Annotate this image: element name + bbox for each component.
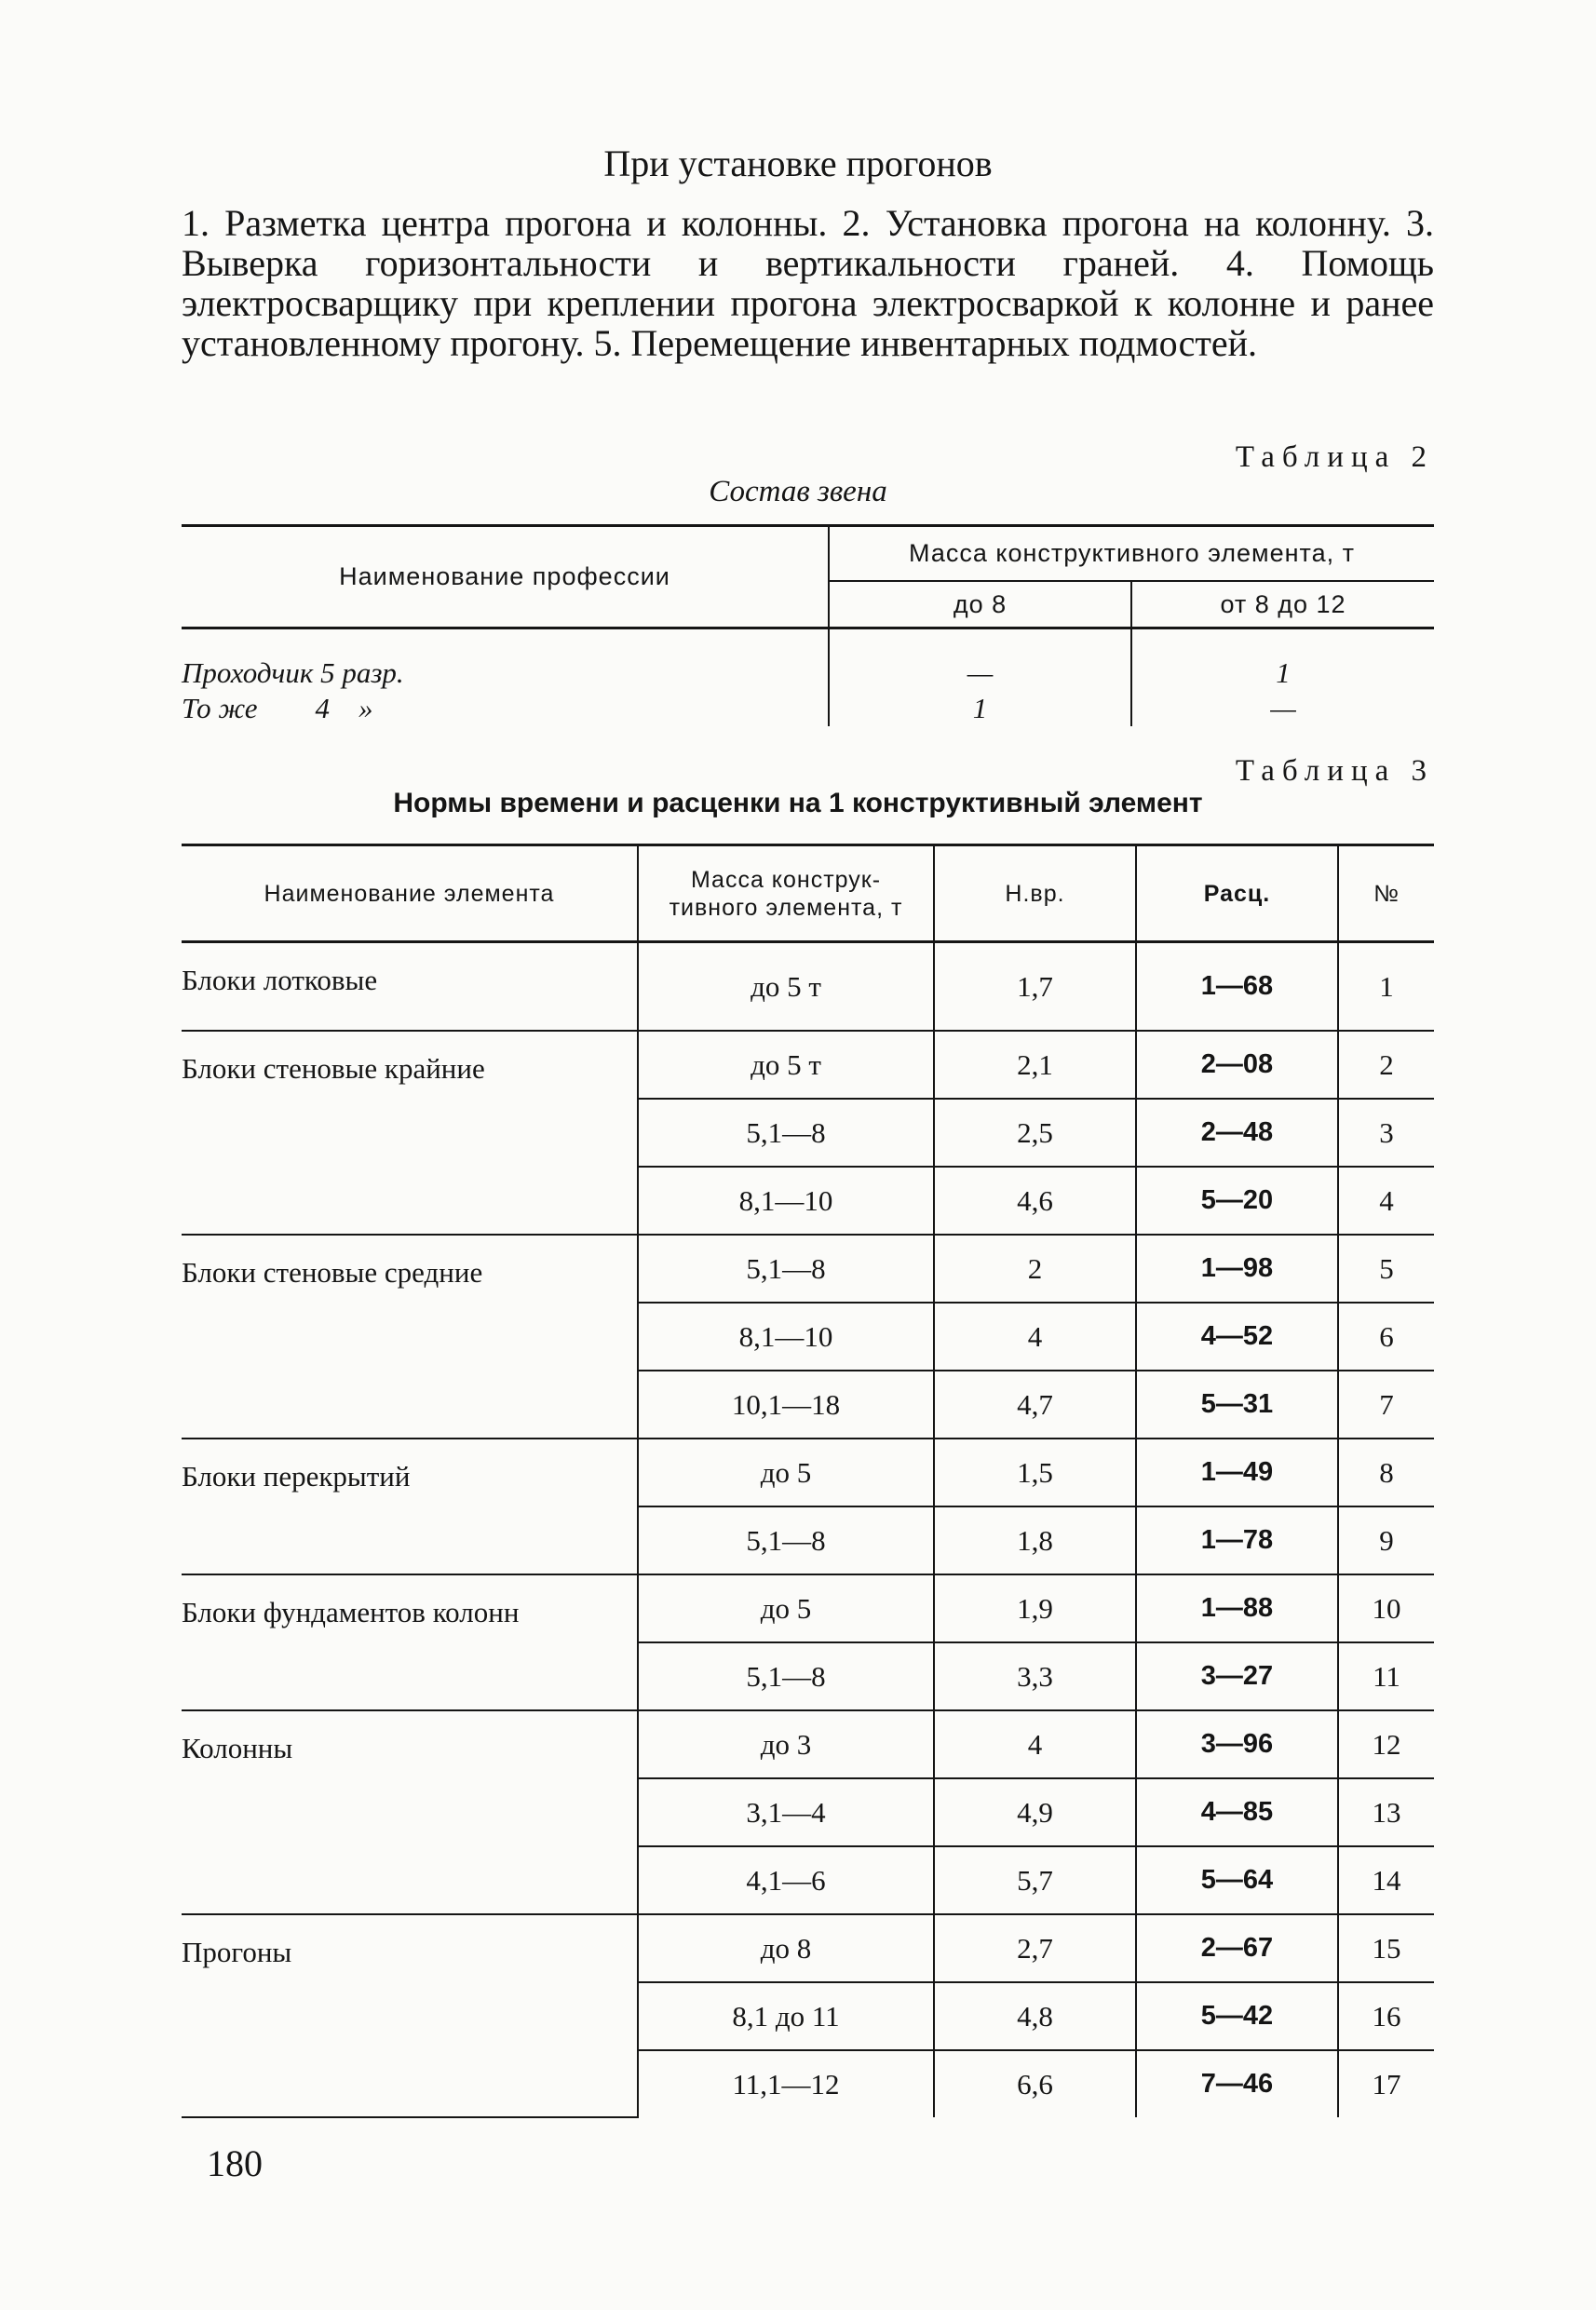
number-cell: 3 bbox=[1338, 1099, 1434, 1167]
norm-cell: 6,6 bbox=[934, 2050, 1136, 2117]
rate-cell: 1—68 bbox=[1136, 942, 1338, 1032]
rate-header: Расц. bbox=[1136, 845, 1338, 942]
profession-cell: То же 4 » bbox=[182, 692, 373, 724]
profession-cell: Проходчик 5 разр. bbox=[182, 656, 404, 689]
mass-cell: 5,1—8 bbox=[638, 1506, 934, 1574]
number-cell: 1 bbox=[1338, 942, 1434, 1032]
norm-cell: 3,3 bbox=[934, 1642, 1136, 1710]
mass-cell: 8,1—10 bbox=[638, 1303, 934, 1371]
profession-header: Наименование профессии bbox=[182, 526, 829, 628]
norm-cell: 1,7 bbox=[934, 942, 1136, 1032]
crew-cell: — bbox=[1131, 691, 1434, 726]
table-row bbox=[182, 942, 1434, 1032]
element-name-cell: Прогоны bbox=[182, 1914, 638, 2117]
rate-cell: 1—88 bbox=[1136, 1574, 1338, 1642]
rate-cell: 5—64 bbox=[1136, 1846, 1338, 1914]
table-row bbox=[182, 1710, 1434, 1778]
table-row bbox=[182, 1031, 1434, 1099]
table-row bbox=[182, 1574, 1434, 1642]
element-name-cell: Блоки перекрытий bbox=[182, 1439, 638, 1574]
mass-cell: до 3 bbox=[638, 1710, 934, 1778]
table3-label: Таблица 3 bbox=[1235, 754, 1434, 788]
rate-cell: 5—42 bbox=[1136, 1982, 1338, 2050]
element-name-header: Наименование элемента bbox=[182, 845, 638, 942]
table-row bbox=[182, 1235, 1434, 1303]
table-row bbox=[182, 1439, 1434, 1506]
table3-caption: Нормы времени и расценки на 1 конструктивный элемент bbox=[393, 788, 1203, 818]
table-row bbox=[182, 691, 1434, 726]
element-name-cell: Блоки стеновые средние bbox=[182, 1235, 638, 1439]
norm-cell: 2 bbox=[934, 1235, 1136, 1303]
norm-header: Н.вр. bbox=[934, 845, 1136, 942]
mass-cell: до 5 bbox=[638, 1439, 934, 1506]
mass-cell: 11,1—12 bbox=[638, 2050, 934, 2117]
crew-table bbox=[182, 524, 1434, 726]
norm-cell: 2,5 bbox=[934, 1099, 1136, 1167]
crew-cell: 1 bbox=[1131, 655, 1434, 691]
norm-cell: 1,9 bbox=[934, 1574, 1136, 1642]
mass-header-line2: тивного элемента, т bbox=[669, 894, 903, 921]
mass-cell: до 5 т bbox=[638, 1031, 934, 1099]
rate-cell: 4—52 bbox=[1136, 1303, 1338, 1371]
rate-cell: 1—49 bbox=[1136, 1439, 1338, 1506]
rate-cell: 2—08 bbox=[1136, 1031, 1338, 1099]
number-cell: 11 bbox=[1338, 1642, 1434, 1710]
number-cell: 5 bbox=[1338, 1235, 1434, 1303]
table2-label: Таблица 2 bbox=[1235, 440, 1434, 474]
number-cell: 2 bbox=[1338, 1031, 1434, 1099]
element-name-cell: Колонны bbox=[182, 1710, 638, 1914]
rate-cell: 7—46 bbox=[1136, 2050, 1338, 2117]
mass-cell: до 5 т bbox=[638, 942, 934, 1032]
rate-cell: 1—98 bbox=[1136, 1235, 1338, 1303]
rate-cell: 1—78 bbox=[1136, 1506, 1338, 1574]
norm-cell: 4 bbox=[934, 1303, 1136, 1371]
number-header: № bbox=[1338, 845, 1434, 942]
mass-cell: 3,1—4 bbox=[638, 1778, 934, 1846]
norm-cell: 4,7 bbox=[934, 1371, 1136, 1439]
mass-cell: 8,1—10 bbox=[638, 1167, 934, 1235]
mass-header bbox=[638, 845, 934, 942]
number-cell: 17 bbox=[1338, 2050, 1434, 2117]
rate-cell: 2—48 bbox=[1136, 1099, 1338, 1167]
norm-cell: 2,1 bbox=[934, 1031, 1136, 1099]
number-cell: 12 bbox=[1338, 1710, 1434, 1778]
element-name-cell: Блоки лотковые bbox=[182, 942, 638, 1032]
number-cell: 6 bbox=[1338, 1303, 1434, 1371]
norm-cell: 5,7 bbox=[934, 1846, 1136, 1914]
norm-cell: 4,9 bbox=[934, 1778, 1136, 1846]
number-cell: 15 bbox=[1338, 1914, 1434, 1982]
mass-cell: 8,1 до 11 bbox=[638, 1982, 934, 2050]
crew-cell: 1 bbox=[829, 691, 1131, 726]
number-cell: 8 bbox=[1338, 1439, 1434, 1506]
number-cell: 4 bbox=[1338, 1167, 1434, 1235]
crew-cell: — bbox=[829, 655, 1131, 691]
section-heading: При установке прогонов bbox=[603, 142, 993, 184]
number-cell: 13 bbox=[1338, 1778, 1434, 1846]
norm-cell: 1,8 bbox=[934, 1506, 1136, 1574]
number-cell: 16 bbox=[1338, 1982, 1434, 2050]
mass-col-a-header: до 8 bbox=[829, 581, 1131, 628]
mass-cell: 10,1—18 bbox=[638, 1371, 934, 1439]
mass-header-line1: Масса конструк- bbox=[690, 866, 882, 893]
mass-cell: 5,1—8 bbox=[638, 1099, 934, 1167]
mass-cell: 4,1—6 bbox=[638, 1846, 934, 1914]
norm-cell: 4 bbox=[934, 1710, 1136, 1778]
table-row bbox=[182, 655, 1434, 691]
mass-cell: до 5 bbox=[638, 1574, 934, 1642]
element-name-cell: Блоки стеновые крайние bbox=[182, 1031, 638, 1235]
rate-cell: 5—20 bbox=[1136, 1167, 1338, 1235]
table-row bbox=[182, 1914, 1434, 1982]
mass-cell: до 8 bbox=[638, 1914, 934, 1982]
element-name-cell: Блоки фундаментов колонн bbox=[182, 1574, 638, 1710]
table2-caption: Состав звена bbox=[709, 475, 887, 508]
norm-cell: 4,6 bbox=[934, 1167, 1136, 1235]
rate-cell: 3—96 bbox=[1136, 1710, 1338, 1778]
intro-paragraph: 1. Разметка центра прогона и колонны. 2. Установка прогона на колонну. 3. Выверка горизонтальности и вертикальности граней. 4. Помощь электросварщику при креплении прогона электросваркой к колонне и ранее установленному прогону. 5. Перемещение инвентарных подмостей. bbox=[182, 202, 1434, 364]
page-number: 180 bbox=[207, 2142, 263, 2184]
mass-cell: 5,1—8 bbox=[638, 1642, 934, 1710]
number-cell: 14 bbox=[1338, 1846, 1434, 1914]
norm-cell: 2,7 bbox=[934, 1914, 1136, 1982]
rate-cell: 5—31 bbox=[1136, 1371, 1338, 1439]
mass-header: Масса конструктивного элемента, т bbox=[829, 526, 1434, 582]
number-cell: 10 bbox=[1338, 1574, 1434, 1642]
number-cell: 9 bbox=[1338, 1506, 1434, 1574]
rate-cell: 3—27 bbox=[1136, 1642, 1338, 1710]
mass-cell: 5,1—8 bbox=[638, 1235, 934, 1303]
norm-cell: 1,5 bbox=[934, 1439, 1136, 1506]
rate-cell: 4—85 bbox=[1136, 1778, 1338, 1846]
norm-cell: 4,8 bbox=[934, 1982, 1136, 2050]
rate-cell: 2—67 bbox=[1136, 1914, 1338, 1982]
mass-col-b-header: от 8 до 12 bbox=[1131, 581, 1434, 628]
number-cell: 7 bbox=[1338, 1371, 1434, 1439]
norms-table bbox=[182, 844, 1434, 2118]
